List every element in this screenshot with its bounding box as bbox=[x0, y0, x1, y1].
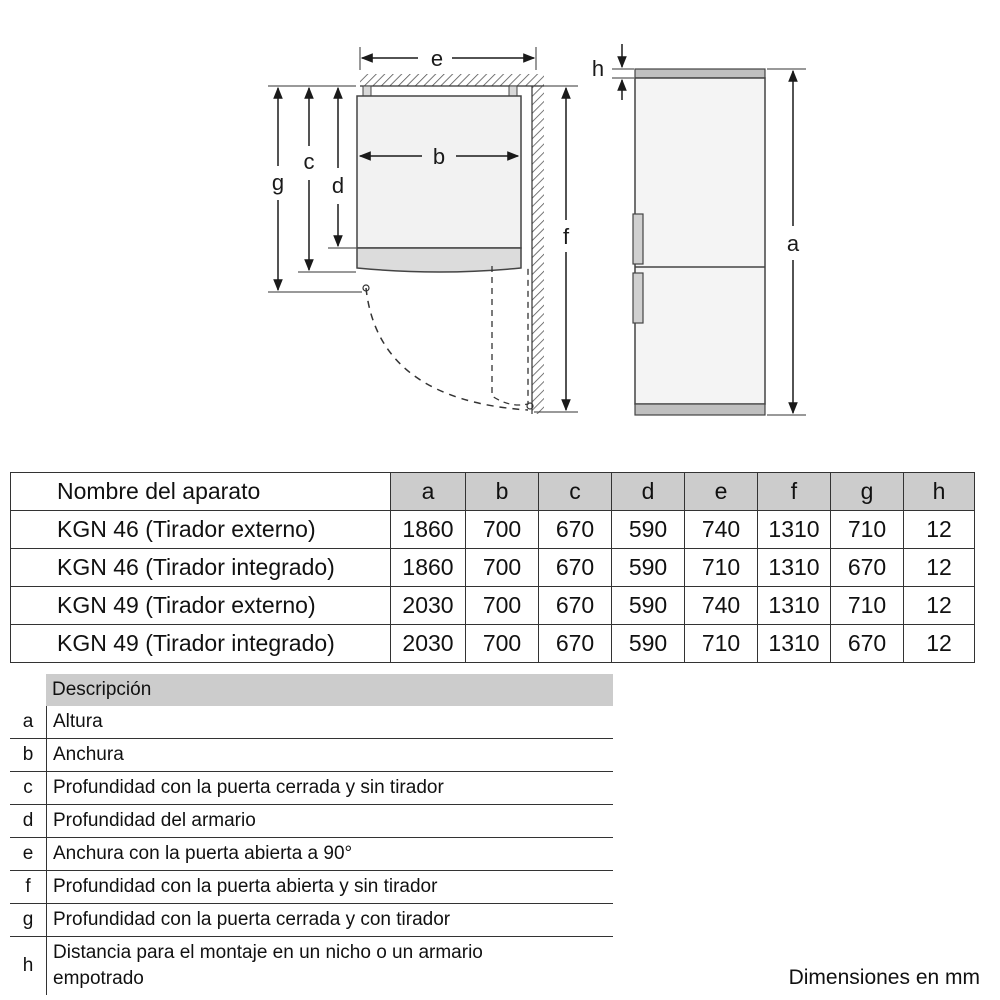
label-f: f bbox=[562, 224, 570, 249]
label-d: d bbox=[331, 173, 345, 198]
appliance-name: KGN 46 (Tirador externo) bbox=[11, 511, 391, 549]
cell-f: 1310 bbox=[758, 625, 831, 663]
dimensions-table bbox=[10, 472, 975, 663]
table-row bbox=[11, 549, 975, 587]
cell-e: 710 bbox=[685, 625, 758, 663]
header-col-a: a bbox=[391, 473, 466, 511]
cell-c: 670 bbox=[539, 549, 612, 587]
legend-description: Distancia para el montaje en un nicho o un armario empotrado bbox=[46, 937, 613, 995]
legend-letter: a bbox=[22, 711, 34, 732]
legend-row-h bbox=[10, 937, 613, 995]
cell-g: 670 bbox=[831, 549, 904, 587]
label-a: a bbox=[786, 231, 800, 256]
cell-b: 700 bbox=[466, 511, 539, 549]
dimension-diagram bbox=[0, 0, 1000, 440]
cell-e: 710 bbox=[685, 549, 758, 587]
door-open-outline bbox=[492, 266, 528, 405]
legend-letter: f bbox=[25, 876, 31, 897]
fridge-body-side-view bbox=[635, 78, 765, 404]
cell-g: 710 bbox=[831, 511, 904, 549]
side-view bbox=[592, 44, 806, 415]
upper-handle bbox=[633, 214, 643, 264]
wall-top-hatch bbox=[360, 74, 544, 86]
cell-g: 710 bbox=[831, 587, 904, 625]
cell-h: 12 bbox=[904, 549, 975, 587]
legend-header-spacer bbox=[10, 674, 46, 706]
appliance-name: KGN 49 (Tirador externo) bbox=[11, 587, 391, 625]
cell-d: 590 bbox=[612, 587, 685, 625]
header-col-h: h bbox=[904, 473, 975, 511]
appliance-name: KGN 49 (Tirador integrado) bbox=[11, 625, 391, 663]
door-swing-arc bbox=[366, 288, 528, 410]
table-row bbox=[11, 587, 975, 625]
table-header-row bbox=[11, 473, 975, 511]
cell-b: 700 bbox=[466, 549, 539, 587]
legend-letter: h bbox=[22, 955, 34, 976]
legend-letter: c bbox=[23, 777, 33, 798]
legend-letter: b bbox=[22, 744, 34, 765]
cell-f: 1310 bbox=[758, 511, 831, 549]
header-appliance-name: Nombre del aparato bbox=[11, 473, 391, 511]
cell-h: 12 bbox=[904, 625, 975, 663]
legend-row-b bbox=[10, 739, 613, 772]
cell-e: 740 bbox=[685, 587, 758, 625]
cell-a: 1860 bbox=[391, 511, 466, 549]
fridge-body-top-view bbox=[357, 96, 521, 248]
cell-h: 12 bbox=[904, 587, 975, 625]
legend-header bbox=[10, 674, 613, 706]
legend-row-d bbox=[10, 805, 613, 838]
cell-g: 670 bbox=[831, 625, 904, 663]
legend-description: Profundidad con la puerta abierta y sin tirador bbox=[46, 871, 613, 903]
legend-row-g bbox=[10, 904, 613, 937]
table-row bbox=[11, 625, 975, 663]
top-view bbox=[268, 46, 578, 414]
cell-d: 590 bbox=[612, 625, 685, 663]
label-e: e bbox=[430, 46, 444, 71]
cell-f: 1310 bbox=[758, 549, 831, 587]
appliance-name: KGN 46 (Tirador integrado) bbox=[11, 549, 391, 587]
legend-row-f bbox=[10, 871, 613, 904]
cell-a: 1860 bbox=[391, 549, 466, 587]
header-col-g: g bbox=[831, 473, 904, 511]
legend-description: Anchura bbox=[46, 739, 613, 771]
cell-d: 590 bbox=[612, 549, 685, 587]
cell-c: 670 bbox=[539, 625, 612, 663]
label-c: c bbox=[303, 149, 315, 174]
legend-description: Anchura con la puerta abierta a 90° bbox=[46, 838, 613, 870]
header-col-d: d bbox=[612, 473, 685, 511]
units-note: Dimensiones en mm bbox=[788, 966, 980, 989]
cell-e: 740 bbox=[685, 511, 758, 549]
cell-a: 2030 bbox=[391, 625, 466, 663]
cell-a: 2030 bbox=[391, 587, 466, 625]
header-col-e: e bbox=[685, 473, 758, 511]
cell-c: 670 bbox=[539, 587, 612, 625]
header-col-f: f bbox=[758, 473, 831, 511]
header-col-b: b bbox=[466, 473, 539, 511]
legend-description: Profundidad del armario bbox=[46, 805, 613, 837]
label-g: g bbox=[271, 170, 285, 195]
legend-description: Profundidad con la puerta cerrada y sin tirador bbox=[46, 772, 613, 804]
label-h: h bbox=[591, 56, 605, 81]
cell-h: 12 bbox=[904, 511, 975, 549]
cell-c: 670 bbox=[539, 511, 612, 549]
legend-row-c bbox=[10, 772, 613, 805]
cell-b: 700 bbox=[466, 625, 539, 663]
legend-table bbox=[10, 674, 613, 995]
cell-b: 700 bbox=[466, 587, 539, 625]
legend-description: Profundidad con la puerta cerrada y con tirador bbox=[46, 904, 613, 936]
table-row bbox=[11, 511, 975, 549]
legend-letter: e bbox=[22, 843, 34, 864]
legend-letter: d bbox=[22, 810, 34, 831]
cell-f: 1310 bbox=[758, 587, 831, 625]
lower-handle bbox=[633, 273, 643, 323]
legend-title: Descripción bbox=[46, 674, 613, 706]
legend-row-e bbox=[10, 838, 613, 871]
wall-right-hatch bbox=[532, 86, 544, 414]
label-b: b bbox=[432, 144, 446, 169]
legend-description: Altura bbox=[46, 706, 613, 738]
fridge-door-closed bbox=[357, 248, 521, 272]
legend-row-a bbox=[10, 706, 613, 739]
cell-d: 590 bbox=[612, 511, 685, 549]
header-col-c: c bbox=[539, 473, 612, 511]
legend-letter: g bbox=[22, 909, 34, 930]
